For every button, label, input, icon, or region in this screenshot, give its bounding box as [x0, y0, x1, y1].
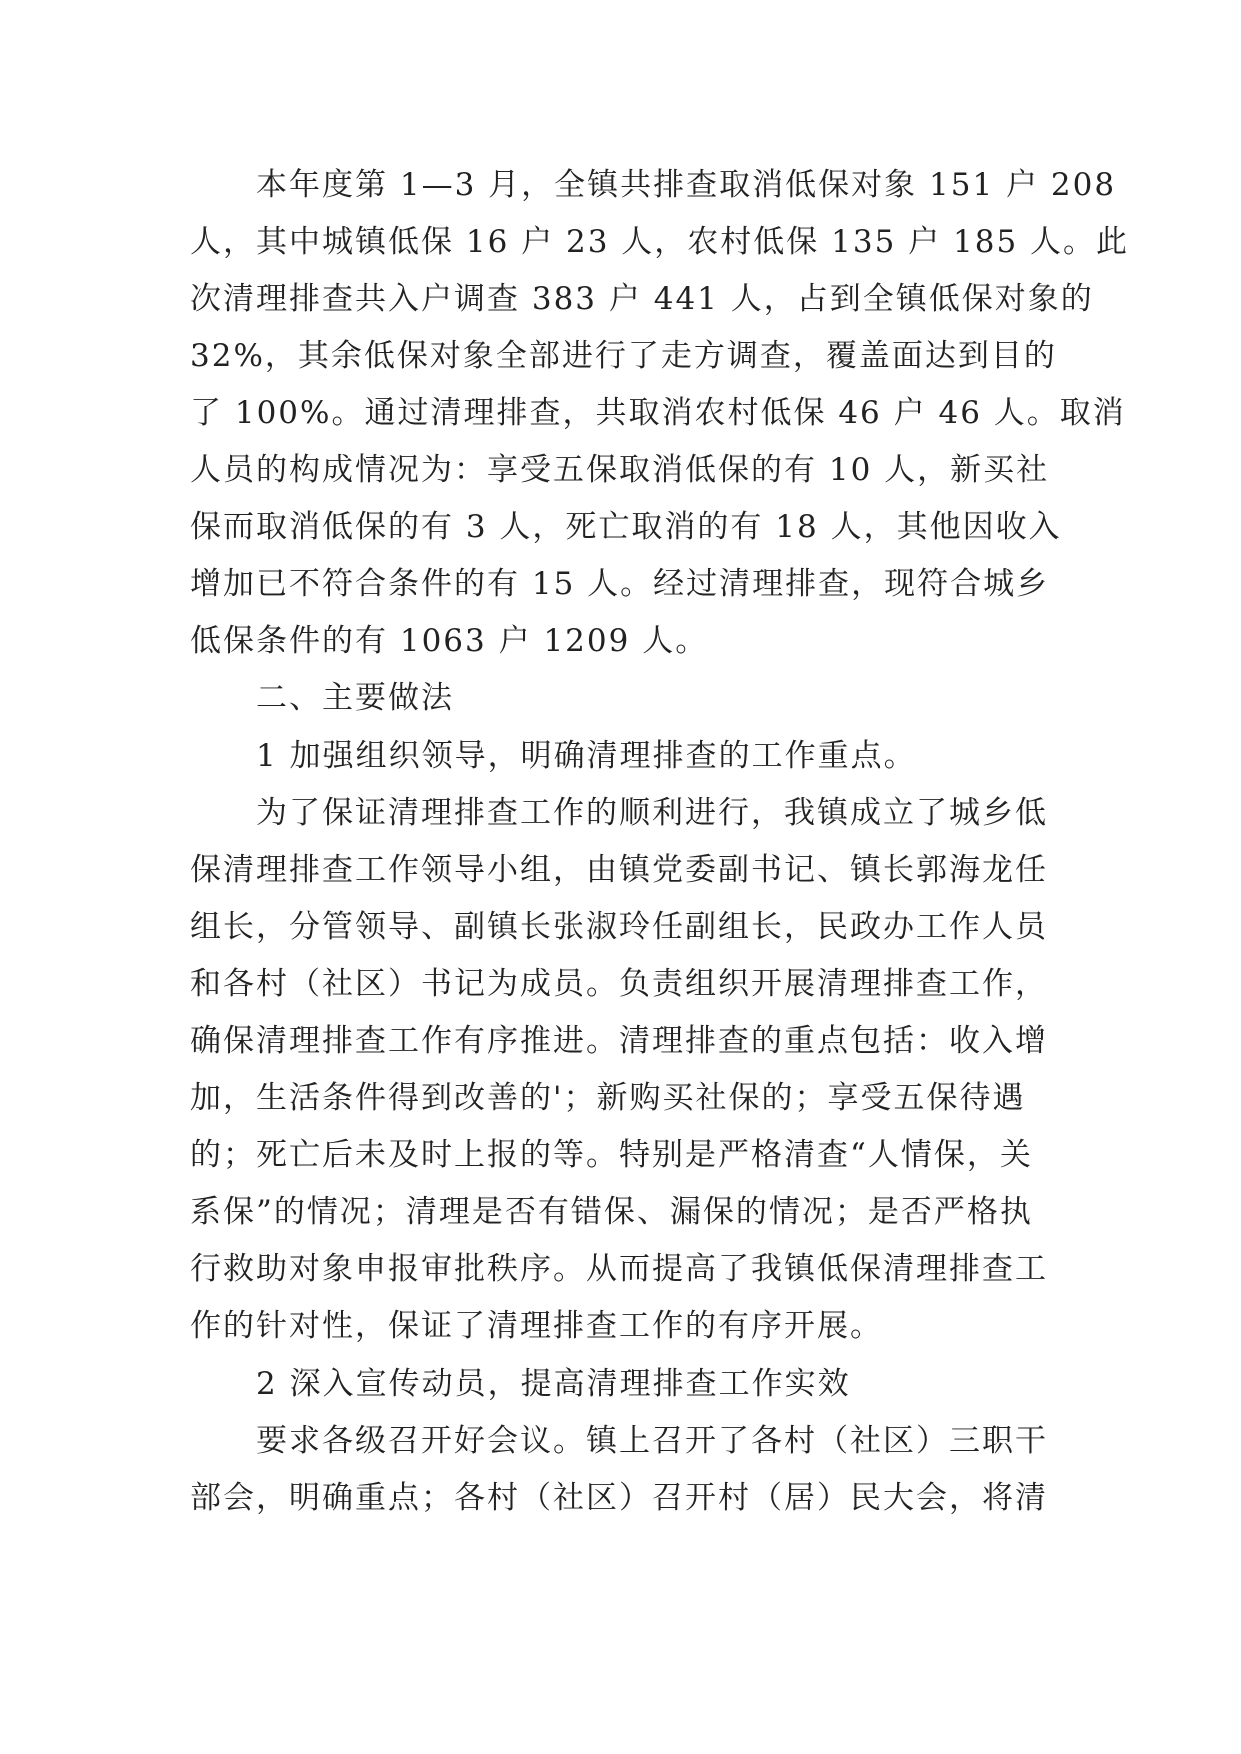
paragraph-line: 保而取消低保的有 3 人，死亡取消的有 18 人，其他因收入: [190, 509, 1062, 545]
paragraph-line: 次清理排查共入户调查 383 户 441 人，占到全镇低保对象的: [190, 281, 1094, 317]
paragraph-line: 组长，分管领导、副镇长张淑玲任副组长，民政办工作人员: [190, 909, 1048, 945]
section-heading: 二、主要做法: [256, 680, 454, 716]
paragraph-line: 要求各级召开好会议。镇上召开了各村（社区）三职干: [256, 1423, 1048, 1459]
paragraph-line: 人，其中城镇低保 16 户 23 人，农村低保 135 户 185 人。此: [190, 224, 1130, 260]
paragraph-line: 增加已不符合条件的有 15 人。经过清理排查，现符合城乡: [190, 566, 1050, 602]
paragraph-line: 行救助对象申报审批秩序。从而提高了我镇低保清理排查工: [190, 1251, 1048, 1287]
paragraph-line: 和各村（社区）书记为成员。负责组织开展清理排查工作，: [190, 966, 1048, 1002]
paragraph-line: 为了保证清理排查工作的顺利进行，我镇成立了城乡低: [256, 795, 1048, 831]
paragraph-line: 本年度第 1—3 月，全镇共排查取消低保对象 151 户 208: [256, 167, 1117, 203]
paragraph-line: 的；死亡后未及时上报的等。特别是严格清查“人情保，关: [190, 1137, 1033, 1173]
paragraph-line: 人员的构成情况为：享受五保取消低保的有 10 人，新买社: [190, 452, 1050, 488]
paragraph-line: 确保清理排查工作有序推进。清理排查的重点包括：收入增: [190, 1023, 1048, 1059]
paragraph-line: 系保”的情况；清理是否有错保、漏保的情况；是否严格执: [190, 1194, 1033, 1230]
subsection-heading: 1 加强组织领导，明确清理排查的工作重点。: [256, 738, 917, 774]
paragraph-line: 32%，其余低保对象全部进行了走方调查，覆盖面达到目的: [190, 338, 1057, 374]
paragraph-line: 部会，明确重点；各村（社区）召开村（居）民大会，将清: [190, 1480, 1048, 1516]
paragraph-line: 低保条件的有 1063 户 1209 人。: [190, 623, 709, 659]
paragraph-line: 保清理排查工作领导小组，由镇党委副书记、镇长郭海龙任: [190, 852, 1048, 888]
paragraph-line: 了 100%。通过清理排查，共取消农村低保 46 户 46 人。取消: [190, 395, 1126, 431]
paragraph-line: 加，生活条件得到改善的'；新购买社保的；享受五保待遇: [190, 1080, 1026, 1116]
subsection-heading: 2 深入宣传动员，提高清理排查工作实效: [256, 1366, 851, 1402]
paragraph-line: 作的针对性，保证了清理排查工作的有序开展。: [190, 1308, 883, 1344]
